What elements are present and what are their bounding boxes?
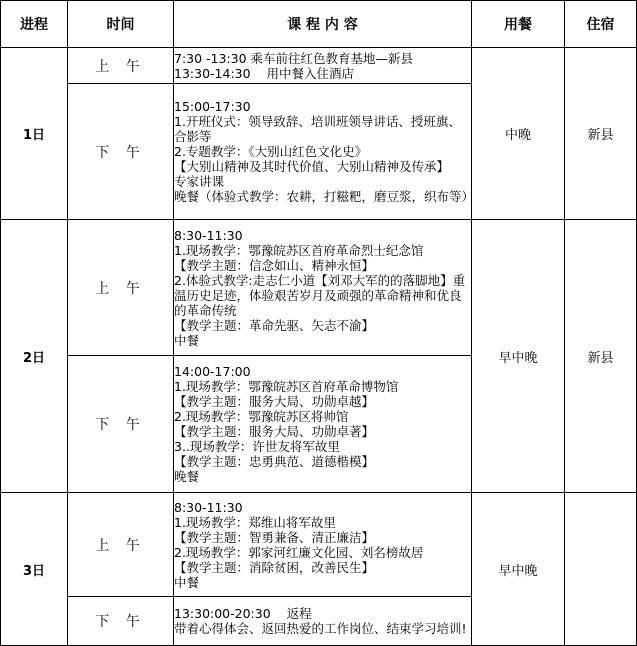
content-line: 【教学主题：服务大局、功勋卓越】 <box>174 394 375 409</box>
day1-morning-content <box>174 48 472 84</box>
content-line: 15:00-17:30 <box>174 99 251 114</box>
content-line: 8:30-11:30 <box>174 227 243 243</box>
content-line: 【教学主题：服务大局、功勋卓著】 <box>174 424 375 439</box>
day3-afternoon-period: 下 午 <box>68 597 174 646</box>
day2-meal: 早中晚 <box>472 220 565 493</box>
header-time: 时间 <box>68 1 174 48</box>
day2-morning-row <box>1 220 637 356</box>
day3-stay <box>565 493 637 646</box>
day3-meal: 早中晚 <box>472 493 565 646</box>
header-meal: 用餐 <box>472 1 565 48</box>
content-line: 【教学主题：消除贫困，改善民生】 <box>174 559 375 575</box>
content-line: 13:30:00-20:30 返程 <box>174 606 312 621</box>
day1-afternoon-content <box>174 84 475 220</box>
content-line: 【教学主题：智勇兼备、清正廉洁】 <box>174 529 375 545</box>
content-line: 【教学主题：信念如山、精神永恒】 <box>174 257 375 273</box>
content-line: 1.现场教学：鄂豫皖苏区首府革命烈士纪念馆 <box>174 242 424 258</box>
content-line: 8:30-11:30 <box>174 499 243 515</box>
day1-stay: 新县 <box>565 48 637 220</box>
day1-afternoon-period: 下 午 <box>68 84 174 220</box>
header-stay: 住宿 <box>565 1 637 48</box>
header-progress: 进程 <box>1 1 68 48</box>
day1-label: 1日 <box>1 48 68 220</box>
day2-morning-content <box>174 220 472 356</box>
day3-morning-content <box>174 493 472 597</box>
content-line: 2.现场教学：郭家河红廉文化园、刘名榜故居 <box>174 544 424 560</box>
content-line: 晚餐 <box>174 469 200 484</box>
content-line: 2.专题教学：《大别山红色文化史》 <box>174 144 368 159</box>
day2-afternoon-period: 下 午 <box>68 356 174 493</box>
day2-morning-period: 上 午 <box>68 220 174 356</box>
content-line: 【大别山精神及其时代价值、大别山精神及传承】 专家讲课 <box>174 159 461 189</box>
content-line: 带着心得体会、返回热爱的工作岗位、结束学习培训! <box>174 621 467 636</box>
content-line: 1.开班仪式：领导致辞、培训班领导讲话、授班旗、合影等 <box>174 114 461 144</box>
day3-afternoon-content <box>174 597 472 646</box>
content-line: 3..现场教学：许世友将军故里 <box>174 439 340 454</box>
content-line: 2.体验式教学:走志仁小道【刘邓大军的的落脚地】重温历史足迹，体验艰苦岁月及顽强的革命精神和优良的革命传统 <box>174 272 466 318</box>
content-line: 7:30 -13:30 乘车前往红色教育基地—新县 <box>174 50 414 66</box>
content-line: 1.现场教学：郑维山将军故里 <box>174 514 336 530</box>
day3-morning-period: 上 午 <box>68 493 174 597</box>
content-line: 2.现场教学：鄂豫皖苏区将帅馆 <box>174 409 349 424</box>
day3-label: 3日 <box>1 493 68 646</box>
day2-afternoon-content <box>174 356 472 493</box>
day1-morning-row <box>1 48 637 84</box>
content-line: 14:00-17:00 <box>174 364 251 379</box>
day3-morning-row <box>1 493 637 597</box>
content-line: 中餐 <box>174 332 200 348</box>
content-line: 13:30-14:30 用中餐入住酒店 <box>174 65 354 81</box>
content-line: 【教学主题：忠勇典范、道德楷模】 <box>174 454 375 469</box>
day2-label: 2日 <box>1 220 68 493</box>
day1-meal: 中晚 <box>472 48 565 220</box>
content-line: 1.现场教学：鄂豫皖苏区首府革命博物馆 <box>174 379 399 394</box>
content-line: 晚餐（体验式教学：农耕，打糍粑，磨豆浆，织布等） <box>174 189 475 204</box>
day1-morning-period: 上 午 <box>68 48 174 84</box>
header-content: 课 程 内 容 <box>174 1 472 48</box>
content-line: 中餐 <box>174 574 200 590</box>
content-line: 【教学主题：革命先驱、矢志不渝】 <box>174 317 375 333</box>
header-row <box>1 1 637 48</box>
day2-stay: 新县 <box>565 220 637 493</box>
